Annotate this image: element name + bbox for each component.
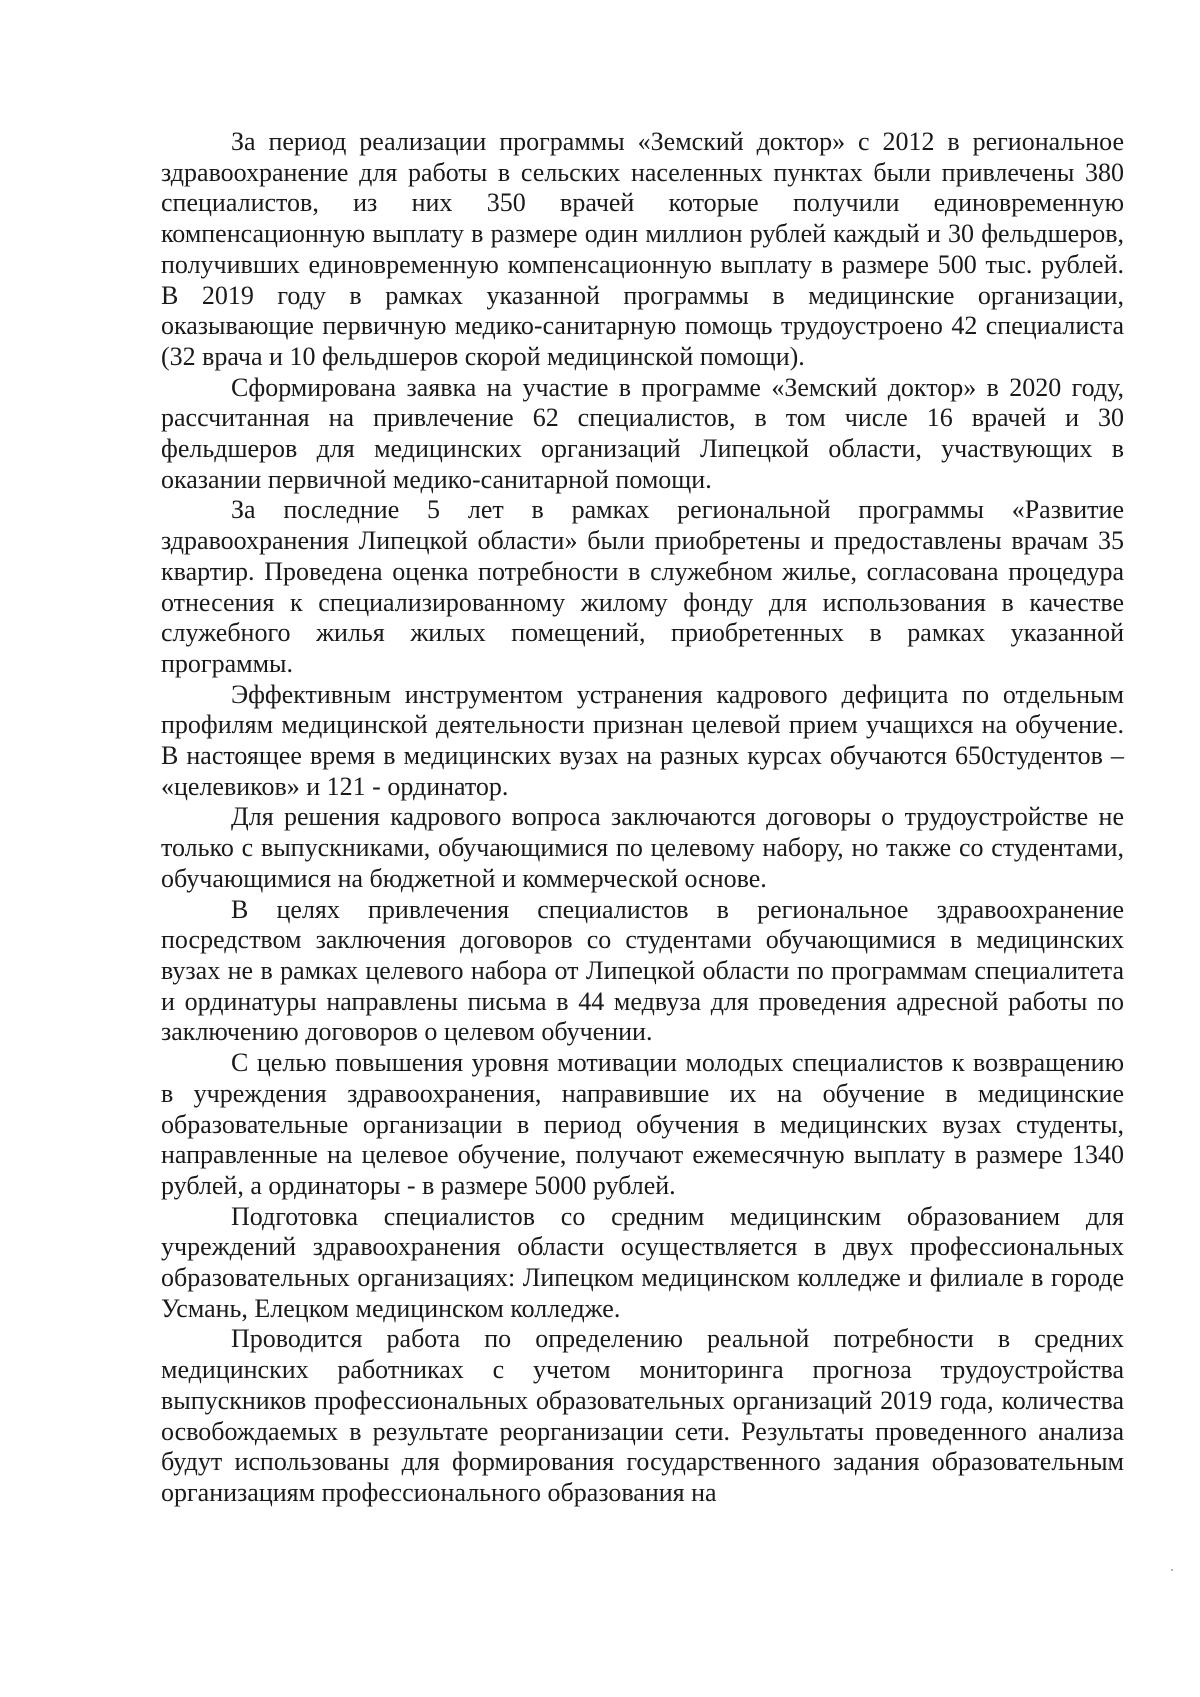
paragraph-demand-analysis: Проводится работа по определению реальной потребности в средних медицинских работниках с учетом мониторинга прогноза трудоустройства выпускников профессиональных образовательных организаций 2019 года, количества освобождаемых в результате реорганизации сети. Результаты проведенного анализа будут использованы для формирования государственного задания образовательным организациям профессионального образования на (161, 1324, 1124, 1507)
paragraph-housing-for-doctors: За последние 5 лет в рамках региональной программы «Развитие здравоохранения Липецкой области» были приобретены и предоставлены врачам 35 квартир. Проведена оценка потребности в служебном жилье, согласована процедура отнесения к специализированному жилому фонду для использования в качестве служебного жилья жилых помещений, приобретенных в рамках указанной программы. (161, 495, 1124, 678)
paragraph-zemsky-doctor-2020-application: Сформирована заявка на участие в программе «Земский доктор» в 2020 году, рассчитанная на привлечение 62 специалистов, в том числе 16 врачей и 30 фельдшеров для медицинских организаций Липецкой области, участвующих в оказании первичной медико-санитарной помощи. (161, 372, 1124, 494)
document-body (161, 127, 1124, 1509)
paragraph-employment-contracts: Для решения кадрового вопроса заключаются договоры о трудоустройстве не только с выпускниками, обучающимися по целевому набору, но также со студентами, обучающимися на бюджетной и коммерческой основе. (161, 802, 1124, 893)
scan-speck (1171, 1569, 1173, 1571)
paragraph-targeted-admission: Эффективным инструментом устранения кадрового дефицита по отдельным профилям медицинской деятельности признан целевой прием учащихся на обучение. В настоящее время в медицинских вузах на разных курсах обучаются 650студентов – «целевиков» и 121 - ординатор. (161, 679, 1124, 801)
paragraph-letters-to-universities: В целях привлечения специалистов в региональное здравоохранение посредством заключения договоров со студентами обучающимися в медицинских вузах не в рамках целевого набора от Липецкой области по программам специалитета и ординатуры направлены письма в 44 медвуза для проведения адресной работы по заключению договоров о целевом обучении. (161, 894, 1124, 1047)
paragraph-secondary-medical-education: Подготовка специалистов со средним медицинским образованием для учреждений здравоохранения области осуществляется в двух профессиональных образовательных организациях: Липецком медицинском колледже и филиале в городе Усмань, Елецком медицинском колледже. (161, 1201, 1124, 1323)
paragraph-monthly-payments: С целью повышения уровня мотивации молодых специалистов к возвращению в учреждения здравоохранения, направившие их на обучение в медицинские образовательные организации в период обучения в медицинских вузах студенты, направленные на целевое обучение, получают ежемесячную выплату в размере 1340 рублей, а ординаторы - в размере 5000 рублей. (161, 1048, 1124, 1200)
paragraph-zemsky-doctor-results: За период реализации программы «Земский доктор» с 2012 в региональное здравоохранение для работы в сельских населенных пунктах были привлечены 380 специалистов, из них 350 врачей которые получили единовременную компенсационную выплату в размере один миллион рублей каждый и 30 фельдшеров, получивших единовременную компенсационную выплату в размере 500 тыс. рублей. В 2019 году в рамках указанной программы в медицинские организации, оказывающие первичную медико-санитарную помощь трудоустроено 42 специалиста (32 врача и 10 фельдшеров скорой медицинской помощи). (161, 127, 1124, 371)
